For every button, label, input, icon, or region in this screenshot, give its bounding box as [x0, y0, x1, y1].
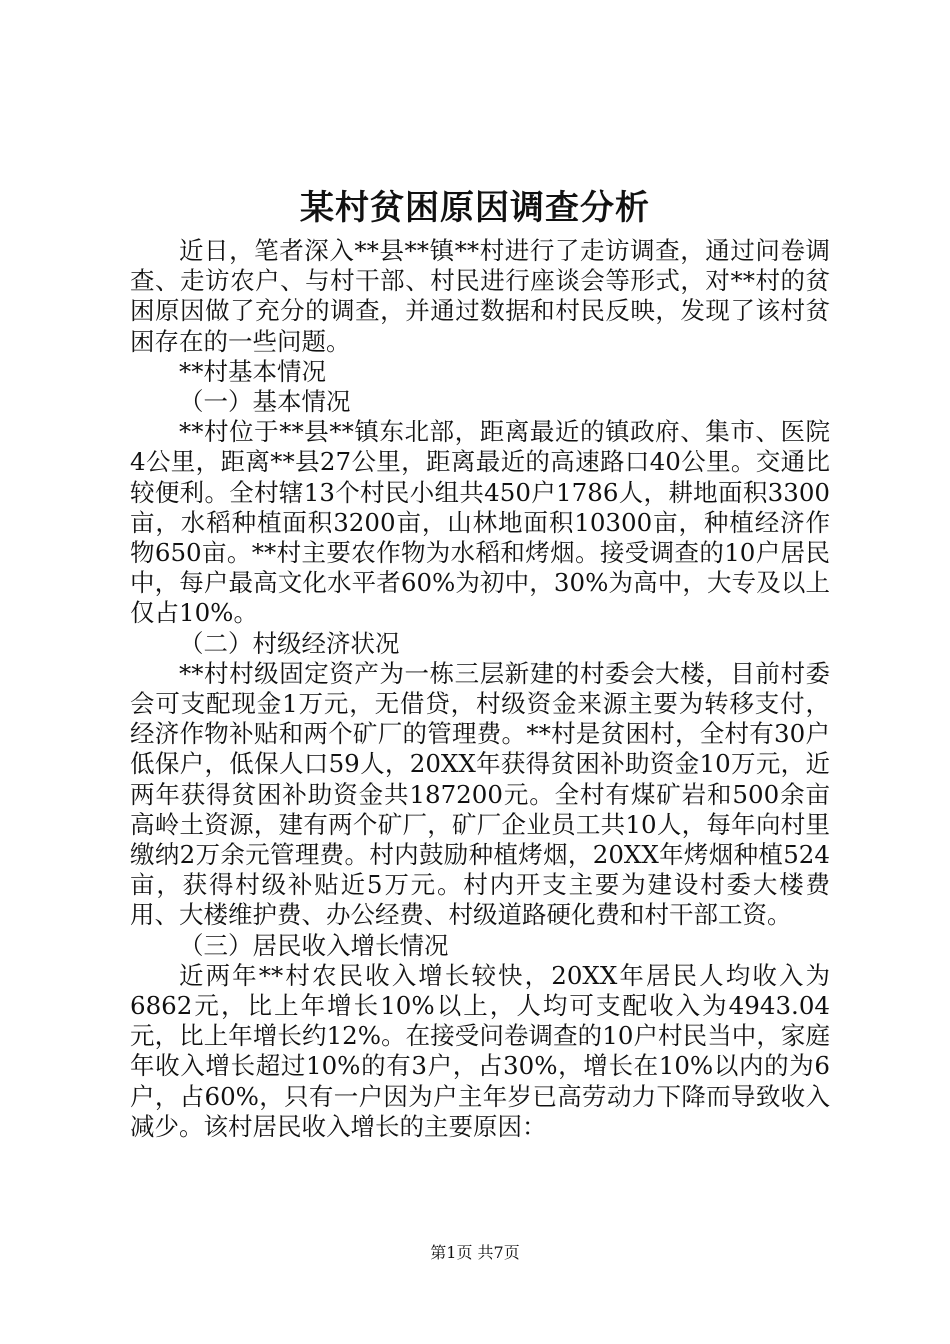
paragraph-basic-situation: **村位于**县**镇东北部，距离最近的镇政府、集市、医院4公里，距离**县27公里，距离最近的高速路口40公里。交通比较便利。全村辖13个村民小组共450户1786人，耕地面积3300亩，水稻种植面积3200亩，山林地面积10300亩，种植经济作物650亩。**村主要农作物为水稻和烤烟。接受调查的10户居民中，每户最高文化水平者60%为初中，30%为高中，大专及以上仅占10%。 — [130, 417, 830, 628]
heading-income-growth: （三）居民收入增长情况 — [179, 930, 449, 960]
page-number-footer: 第1页 共7页 — [430, 1243, 520, 1262]
document-body — [130, 236, 830, 1142]
heading-village-basics: **村基本情况 — [179, 356, 326, 386]
heading-basic-situation: （一）基本情况 — [179, 387, 351, 417]
paragraph-intro: 近日，笔者深入**县**镇**村进行了走访调查，通过问卷调查、走访农户、与村干部、村民进行座谈会等形式，对**村的贫困原因做了充分的调查，并通过数据和村民反映，发现了该村贫困存在的一些问题。 — [130, 236, 830, 356]
document-title: 某村贫困原因调查分析 — [300, 188, 650, 228]
paragraph-income-growth: 近两年**村农民收入增长较快，20XX年居民人均收入为6862元，比上年增长10%以上，人均可支配收入为4943.04元，比上年增长约12%。在接受问卷调查的10户村民当中，家庭年收入增长超过10%的有3户，占30%，增长在10%以内的为6户，占60%，只有一户因为户主年岁已高劳动力下降而导致收入减少。该村居民收入增长的主要原因： — [130, 960, 830, 1141]
paragraph-village-economy: **村村级固定资产为一栋三层新建的村委会大楼，目前村委会可支配现金1万元，无借贷，村级资金来源主要为转移支付，经济作物补贴和两个矿厂的管理费。**村是贫困村，全村有30户低保户，低保人口59人，20XX年获得贫困补助资金10万元，近两年获得贫困补助资金共187200元。全村有煤矿岩和500余亩高岭土资源，建有两个矿厂，矿厂企业员工共10人，每年向村里缴纳2万余元管理费。村内鼓励种植烤烟，20XX年烤烟种植524亩，获得村级补贴近5万元。村内开支主要为建设村委大楼费用、大楼维护费、办公经费、村级道路硬化费和村干部工资。 — [130, 658, 830, 930]
heading-village-economy: （二）村级经济状况 — [179, 628, 400, 658]
